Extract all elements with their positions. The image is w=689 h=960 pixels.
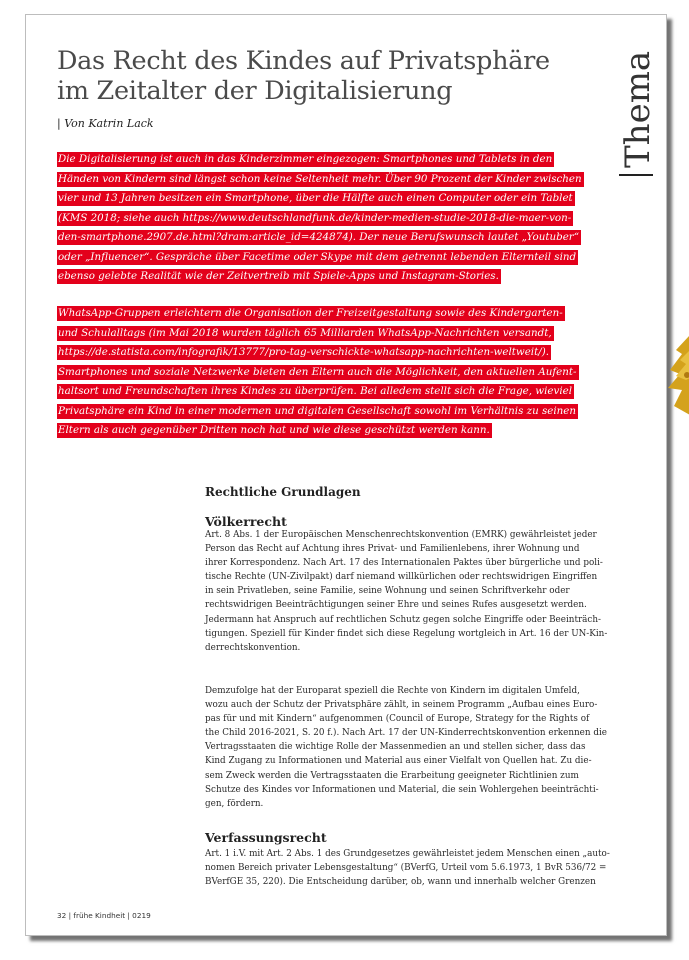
text-line: [57, 402, 577, 422]
body-paragraph-2: [205, 684, 605, 811]
heading-voelkerrecht: Völkerrecht: [205, 514, 287, 529]
section-label-text: Thema: [618, 50, 658, 168]
highlighted-text: Smartphones und soziale Netzwerke bieten den Eltern auch die Möglichkeit, den aktuellen Aufent-: [58, 365, 577, 378]
text-line: in sein Privatleben, seine Familie, seine Wohnung und seinen Schriftverkehr oder: [205, 586, 570, 597]
text-line: [57, 382, 577, 402]
text-line: sem Zweck werden die Vertragsstaaten die Erarbeitung geeigneter Richtlinien zum: [205, 770, 579, 781]
highlighted-text: (KMS 2018; siehe auch https://www.deutschlandfunk.de/kinder-medien-studie-2018-die-maer-von-: [58, 211, 572, 224]
text-line: BVerfGE 35, 220). Die Entscheidung darüber, ob, wann und innerhalb welcher Grenzen: [205, 877, 596, 888]
page-footer: 32 | frühe Kindheit | 0219: [57, 911, 151, 920]
text-line: Demzufolge hat der Europarat speziell die Rechte von Kindern im digitalen Umfeld,: [205, 686, 580, 696]
text-line: [57, 343, 577, 363]
highlighted-text: Privatsphäre ein Kind in einer modernen und digitalen Gesellschaft sowohl im Verhältnis zu seinen: [58, 404, 577, 417]
highlighted-text: den-smartphone.2907.de.html?dram:article_id=424874). Der neue Berufswunsch lautet „Youtuber“: [58, 231, 579, 243]
text-line: [57, 363, 577, 383]
body-paragraph-1: [205, 528, 608, 655]
text-line: [57, 421, 577, 441]
highlighted-text: und Schulalltags (im Mai 2018 wurden täglich 65 Milliarden WhatsApp-Nachrichten versandt,: [58, 326, 552, 339]
section-label: [618, 51, 658, 176]
text-line: [57, 248, 577, 268]
text-line: [57, 209, 577, 229]
highlighted-text: ebenso gelebte Realität wie der Zeitvertreib mit Spiele-Apps und Instagram-Stories.: [58, 270, 499, 282]
text-line: ihrer Korrespondenz. Nach Art. 17 des Internationalen Paktes über bürgerliche und poli-: [205, 558, 603, 569]
highlighted-text: Eltern als auch gegenüber Dritten noch hat und wie diese geschützt werden kann.: [58, 424, 490, 436]
text-line: [57, 267, 577, 287]
text-line: [57, 304, 577, 324]
highlighted-text: vier und 13 Jahren besitzen ein Smartphone, über die Hälfte auch einen Computer oder ein Tablet: [58, 192, 573, 204]
text-line: wozu auch der Schutz der Privatsphäre zählt, in seinem Programm „Aufbau eines Euro-: [205, 700, 598, 711]
text-line: Person das Recht auf Achtung ihres Privat- und Familienlebens, ihrer Wohnung und: [205, 544, 580, 555]
highlighted-text: oder „Influencer“. Gespräche über Facetime oder Skype mit dem getrennt lebenden Elternteil sind: [58, 250, 577, 263]
section-bar: [619, 174, 653, 176]
text-line: the Child 2016-2021, S. 20 f.). Nach Art. 17 der UN-Kinderrechtskonvention erkennen die: [205, 728, 607, 739]
text-line: Art. 1 i.V. mit Art. 2 Abs. 1 des Grundgesetzes gewährleistet jedem Menschen einen „auto-: [205, 849, 610, 859]
heading-legal-basics: Rechtliche Grundlagen: [205, 485, 361, 499]
text-line: Kind Zugang zu Informationen und Material aus einer Vielfalt von Quellen hat. Zu die-: [205, 756, 592, 767]
highlighted-text: WhatsApp-Gruppen erleichtern die Organisation der Freizeitgestaltung sowie des Kindergarten-: [58, 307, 563, 319]
text-line: Art. 8 Abs. 1 der Europäischen Menschenrechtskonvention (EMRK) gewährleistet jeder: [205, 530, 597, 540]
text-line: [57, 189, 577, 209]
heading-verfassungsrecht: Verfassungsrecht: [205, 830, 327, 845]
text-line: pas für und mit Kindern“ aufgenommen (Council of Europe, Strategy for the Rights of: [205, 714, 590, 725]
text-line: [57, 150, 577, 170]
author-byline: | Von Katrin Lack: [57, 117, 154, 130]
text-line: gen, fördern.: [205, 798, 264, 809]
text-line: nomen Bereich privater Lebensgestaltung“ (BVerfG, Urteil vom 5.6.1973, 1 BvR 536/72 =: [205, 863, 607, 874]
text-line: [57, 324, 577, 344]
text-line: derrechtskonvention.: [205, 642, 301, 653]
article-title: [57, 46, 577, 106]
text-line: tische Rechte (UN-Zivilpakt) darf niemand willkürlichen oder rechtswidrigen Eingriffen: [205, 572, 598, 583]
text-line: tigungen. Speziell für Kinder findet sich diese Regelung wortgleich in Art. 16 der UN-Kin-: [205, 628, 608, 639]
text-line: rechtswidrigen Beeinträchtigungen seiner Ehre und seines Rufes ausgesetzt werden.: [205, 600, 587, 611]
intro-paragraph-2: [57, 304, 577, 441]
text-line: Jedermann hat Anspruch auf rechtlichen Schutz gegen solche Eingriffe oder Beeinträch-: [205, 614, 601, 625]
intro-paragraph-1: [57, 150, 582, 287]
highlighted-text: Händen von Kindern sind längst schon keine Seltenheit mehr. Über 90 Prozent der Kinder zwischen: [58, 172, 582, 185]
text-line: [57, 170, 582, 190]
highlighted-text: haltsort und Freundschaften ihres Kindes zu überprüfen. Bei alledem stellt sich die Frage, wieviel: [58, 385, 572, 397]
text-line: Schutze des Kindes vor Informationen und Material, die sein Wohlergehen beeinträchti-: [205, 784, 599, 795]
highlighted-text: https://de.statista.com/infografik/13777/pro-tag-verschickte-whatsapp-nachrichten-weltweit/).: [58, 346, 549, 358]
decorative-flower-image: [668, 330, 689, 420]
text-line: [57, 228, 577, 248]
text-line: Vertragsstaaten die wichtige Rolle der Massenmedien an und stellen sicher, dass das: [205, 742, 586, 753]
body-paragraph-3: [205, 847, 610, 889]
title-line-2: im Zeitalter der Digitalisierung: [57, 76, 453, 106]
highlighted-text: Die Digitalisierung ist auch in das Kinderzimmer eingezogen: Smartphones und Tablets in den: [58, 153, 553, 165]
title-line-1: Das Recht des Kindes auf Privatsphäre: [57, 46, 550, 76]
